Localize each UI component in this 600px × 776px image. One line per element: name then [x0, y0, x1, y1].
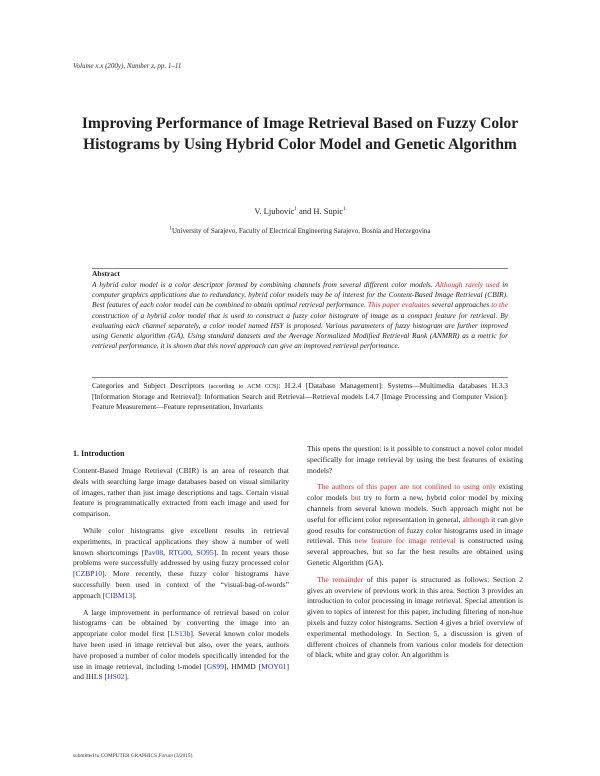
- author-1-sup: 1: [294, 207, 297, 213]
- author-2-sup: 1: [343, 207, 346, 213]
- affiliation-sup: 1: [169, 226, 172, 232]
- highlight-text: The remainder: [317, 574, 364, 584]
- citation-link[interactable]: CIBM13: [105, 590, 133, 600]
- author-2: H. Supic: [313, 206, 344, 216]
- abstract-body: [92, 280, 508, 351]
- intro-paragraph-1: Content-Based Image Retrieval (CBIR) is an area of research that deals with searching large image databases based on visual similarity of images, rather than just image descriptions and tags. Certain visual feature is programmatically extracted from each image and used for comparison.: [73, 466, 289, 519]
- footer-lead: submitted to COMPUTER GRAPHICS: [73, 753, 159, 759]
- citation-link[interactable]: LS13b: [170, 629, 191, 639]
- intro-p2-text-b: ]. In recent years those problems were successfully addressed by using fuzzy processed color [: [73, 547, 290, 579]
- left-column: [73, 466, 289, 689]
- footer-journal: Forum: [158, 753, 173, 759]
- paper-title: Improving Performance of Image Retrieval Based on Fuzzy Color Histograms by Using Hybrid Color Model and Genetic Algorithm: [81, 115, 519, 153]
- highlight-text: although: [462, 514, 490, 524]
- citation-link[interactable]: GS99: [206, 661, 225, 671]
- right-p3-text: of this paper is structured as follows: Section 2 gives an overview of previous work in this area. Section 3 provides an introduction to color processing in image retrieval. Special attention is given to topics of interest for this paper, including filtering of non-hue pixels and fuzzy color histograms. Section 4 gives a brief overview of experimental methodology. In Section 5, a discussion is given of different choices of channels from various color models for detection of black, white and gray color. An algorithm is: [307, 574, 524, 660]
- citation-link[interactable]: MOY01: [261, 661, 287, 671]
- intro-p3-text-d: ] and IHLS [: [73, 661, 289, 682]
- author-1: V. Ljubovic: [254, 206, 295, 216]
- highlight-text: new feature for image retrieval: [354, 536, 456, 546]
- abstract-highlight-1: Although rarely used: [435, 280, 500, 289]
- intro-p2-text-c: ]. More recently, these fuzzy color histograms have successfully been used in context of the “visual-bag-of-words” approach [: [73, 569, 289, 600]
- abstract-highlight-3: evaluates: [401, 300, 430, 310]
- abstract-s2: in computer graphics applications due to redundancy, hybrid color models may be of interest for the Content-Based Image Retrieval (CBIR). Best features of each color model can be combined to obtain optimal retrieval performance.: [92, 280, 508, 310]
- abstract-heading: Abstract: [92, 269, 120, 278]
- right-p2-text-a: existing color models: [307, 482, 523, 503]
- intro-p2-text-a: While color histograms give excellent results in retrieval experiments, in practical applications they show a number of well known shortcomings [: [73, 525, 289, 557]
- categories-descriptors: [92, 381, 508, 413]
- abstract-highlight-2: This paper: [367, 300, 400, 310]
- submission-footer: [73, 753, 194, 759]
- citation-link[interactable]: CZBP10: [75, 569, 103, 579]
- intro-p3-text-b: ]. Several known color models have been used in image retrieval but also, over the years, authors have proposed a number of color models specifically intended for the use in image retrieval, including l-model [: [73, 629, 289, 671]
- intro-paragraph-3: [73, 608, 289, 684]
- journal-header: Volume x.x (200y), Number z, pp. 1–11: [73, 62, 182, 70]
- intro-paragraph-2: While color histograms give excellent results in retrieval experiments, in practical applications they show a number of well known shortcomings [Pav08, RTG00, SO95]. In recent years those problems were successfully addressed by using fuzzy processed color [CZBP10]. More recently, these fuzzy color histograms have successfully been used in context of the “visual-bag-of-words” approach [CIBM13].: [73, 525, 290, 600]
- highlight-text: The authors of this paper are not confined to using only: [317, 482, 497, 492]
- intro-p3-text-e: ].: [124, 672, 129, 682]
- right-paragraph-3: [307, 575, 523, 661]
- highlight-text: but: [350, 493, 361, 503]
- intro-p2-text-d: ].: [132, 590, 137, 600]
- categories-small: (according to ACM CCS): [208, 384, 279, 390]
- affiliation: [0, 227, 600, 235]
- author-line: [0, 206, 600, 216]
- categories-text: : H.2.4 [Database Management]: Systems—Multimedia databases H.3.3 [Information Storage and Retrieval]: Information Search and Retrieval—Retrieval models I.4.7 [Image Processing and Computer Vision]: Feature Measurement—Feature representation, Invariants: [92, 381, 508, 412]
- intro-p3-text-a: A large improvement in performance of retrieval based on color histograms can be obtained by converting the image into an appropriate color model first [: [73, 607, 289, 639]
- abstract-s1: A hybrid color model is a color descriptor formed by combining channels from several different color models.: [92, 280, 433, 289]
- right-column: [307, 444, 523, 667]
- right-p2-text-b: try to form a new, hybrid color model by mixing channels from several known models. Such approach might not be useful for efficient color representation in general,: [307, 493, 523, 524]
- right-paragraph-1: This opens the question: is it possible to construct a novel color model specifically for image retrieval by using the best features of existing models?: [307, 444, 523, 475]
- abstract-s5: construction of a hybrid color model that is used to construct a fuzzy color histogram of image as a compact feature for retrieval. By evaluating each channel separately, a color model named HSY is proposed. Various parameters of fuzzy histogram are further improved using Genetic algorithm (GA). Using standard datasets and the Average Normalized Modified Retrieval Rank (ANMRR) as a metric for retrieval performance, it is shown that this novel approach can give an improved retrieval performance.: [92, 310, 508, 351]
- affiliation-text: University of Sarajevo, Faculty of Electrical Engineering Sarajevo, Bosnia and Herzegovina: [171, 227, 431, 235]
- citation-link[interactable]: Pav08: [144, 547, 164, 557]
- abstract-s4: several approaches: [429, 300, 492, 310]
- categories-lead: Categories and Subject Descriptors: [92, 381, 209, 390]
- footer-date: (3/2015).: [172, 753, 194, 759]
- citation-link[interactable]: RTG00: [168, 547, 191, 557]
- right-p2-text-c: it can give good results for construction of fuzzy color histograms used in image retrieval. This: [307, 514, 524, 546]
- right-p2-text-d: is constructed using several approaches, but so far the best results are obtained using Genetic Algorithm (GA).: [307, 536, 524, 567]
- section-heading-introduction: 1. Introduction: [73, 449, 125, 458]
- citation-link[interactable]: HS02: [107, 672, 125, 682]
- abstract-highlight-4: to the: [491, 300, 508, 310]
- citation-link[interactable]: SO95: [196, 547, 214, 557]
- right-paragraph-2: [307, 482, 523, 568]
- intro-p3-text-c: ], HMMD [: [224, 661, 262, 671]
- author-separator: and: [296, 206, 314, 216]
